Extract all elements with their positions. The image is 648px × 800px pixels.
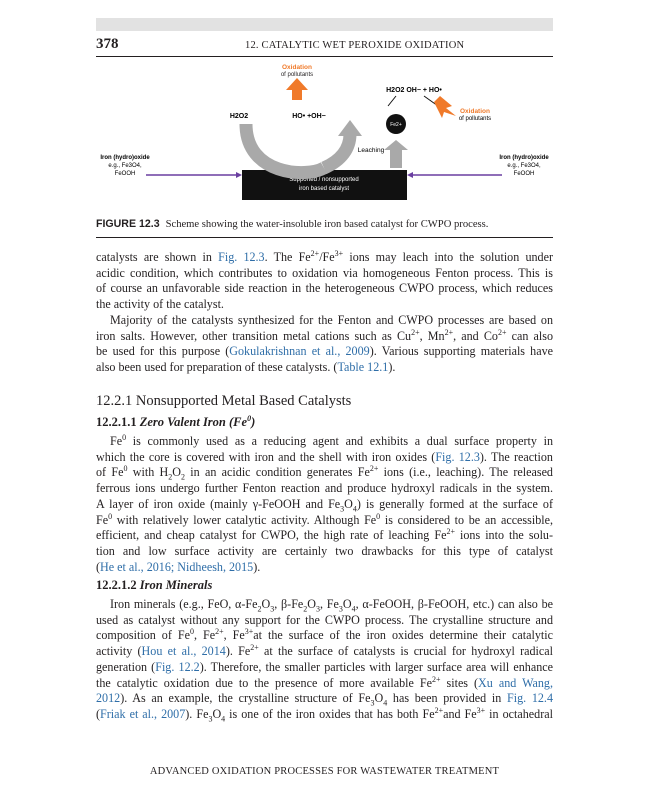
running-head: 12. CATALYTIC WET PEROXIDE OXIDATION: [245, 40, 465, 51]
top-bar: [96, 18, 553, 31]
fe2-label: Fe2+: [390, 122, 402, 128]
iron-left-3: FeOOH: [114, 171, 136, 177]
leaching-arrow-shaft: [390, 150, 402, 168]
iron-left-1: Iron (hydro)oxide: [100, 155, 150, 161]
paragraph-1: catalysts are shown in Fig. 12.3. The $Fe^{2+}/Fe^{3+}$ ions may leach into the solution under acidic condition, which contributes to oxidation via homogeneous Fenton process. This is of course an unfavorable side reaction in the heterogeneous CWPO process, which reduces the activity of the catalyst.: [96, 248, 553, 312]
leaching-arrowhead: [384, 140, 408, 150]
reaction-arrow-left: [388, 96, 396, 106]
ho-oh-label: HO• +OH−: [292, 113, 326, 120]
section-title: 12.2.1 Nonsupported Metal Based Catalysts: [96, 393, 352, 409]
subsection-title-2: 12.2.1.2 Iron Minerals: [96, 578, 213, 592]
page-number: 378: [96, 36, 119, 52]
figure-caption: [96, 218, 553, 231]
oxidation-left-title: Oxidation: [282, 64, 312, 71]
cycle-arrow-left: [246, 124, 324, 173]
iron-right-2: e.g., Fe3O4,: [507, 163, 541, 169]
oxidation-right-arrow: [434, 96, 456, 118]
iron-right-3: FeOOH: [513, 171, 535, 177]
page-footer: ADVANCED OXIDATION PROCESSES FOR WASTEWATER TREATMENT: [149, 766, 500, 777]
support-label-2: iron based catalyst: [298, 186, 350, 192]
figure-12-3: [96, 60, 553, 210]
oxidation-up-arrow: [286, 78, 308, 100]
figure-label: FIGURE 12.3: [96, 218, 160, 230]
oxidation-right-sub: of pollutants: [458, 116, 492, 122]
support-label-1: Supported / nonsupported: [289, 177, 359, 183]
catalyst-scheme-diagram: [96, 60, 553, 210]
h2o2-reaction-label: H2O2 OH− + HO•: [386, 87, 442, 94]
leaching-label: Leaching: [357, 147, 385, 154]
subsection-title-1: 12.2.1.1 Zero Valent Iron (Fe$^0$): [96, 413, 256, 429]
figure-caption-text: Scheme showing the water-insoluble iron based catalyst for CWPO process.: [165, 219, 489, 230]
h2o2-label: H2O2: [229, 113, 249, 120]
paragraph-2: Majority of the catalysts synthesized for the Fenton and CWPO processes are based on iron salts. However, other transition metal cations such as $Cu^{2+}$, $Mn^{2+}$, and $Co^{2+}$ can also be used for this purpose (Gokulakrishnan et al., 2009). Various supporting materials have also been used for preparation of these catalysts. (Table 12.1).: [96, 313, 554, 375]
oxidation-left-sub: of pollutants: [280, 72, 314, 78]
paragraph-3: Fe$^0$ is commonly used as a reducing agent and exhibits a dual surface property in which the core is covered with iron and the shell with iron oxides (Fig. 12.3). The reaction of Fe$^0$ with $H_2O_2$ in an acidic condition generates $Fe^{2+}$ ions (i.e., leaching). The released ferrous ions undergo further Fenton reaction and produce hydroxyl radicals in the system. A layer of iron oxide (mainly γ-FeOOH and $Fe_3O_4$) is generally formed at the surface of Fe$^0$ with relatively lower catalytic activity. Although Fe$^0$ is considered to be an accessible, efficient, and cheap catalyst for CWPO, the high rate of leaching $Fe^{2+}$ ions into the solu- tion and low surface activity are certainly two drawbacks for this type of catalyst (He et al., 2016; Nidheesh, 2015).: [96, 432, 554, 574]
iron-right-1: Iron (hydro)oxide: [499, 155, 549, 161]
iron-left-2: e.g., Fe3O4,: [108, 163, 142, 169]
oxidation-right-title: Oxidation: [460, 108, 490, 115]
caption-rule: [96, 237, 553, 238]
header-rule: [96, 56, 553, 57]
iron-right-pointer-head: [407, 172, 413, 178]
iron-left-pointer-head: [236, 172, 242, 178]
cycle-arrowhead: [338, 120, 362, 136]
paragraph-4: Iron minerals (e.g., FeO, $\alpha-Fe_2O_3$, $\beta-Fe_2O_3$, $Fe_3O_4$, α-FeOOH, β-FeOOH, etc.) can also be used as catalyst without any support for the CWPO process. The crystalline structure and composition of Fe$^0$, $Fe^{2+}$, $Fe^{3+}at$ the surface of the iron oxides determine their catalytic activity (Hou et al., 2014). $Fe^{2+}$ at the surface of catalysts is crucial for hydroxyl radical generation (Fig. 12.2). Therefore, the smaller particles with larger surface area will enhance the catalytic oxidation due to the presence of more available $Fe^{2+}$ sites (Xu and Wang, 2012). As an example, the crystalline structure of $Fe_3O_4$ has been provided in Fig. 12.4 (Friak et al., 2007). $Fe_3O_4$ is one of the iron oxides that has both $Fe^{2+}and$ $Fe^{3+}$ in octahedral: [96, 597, 554, 724]
cycle-arrow-right: [324, 134, 350, 168]
